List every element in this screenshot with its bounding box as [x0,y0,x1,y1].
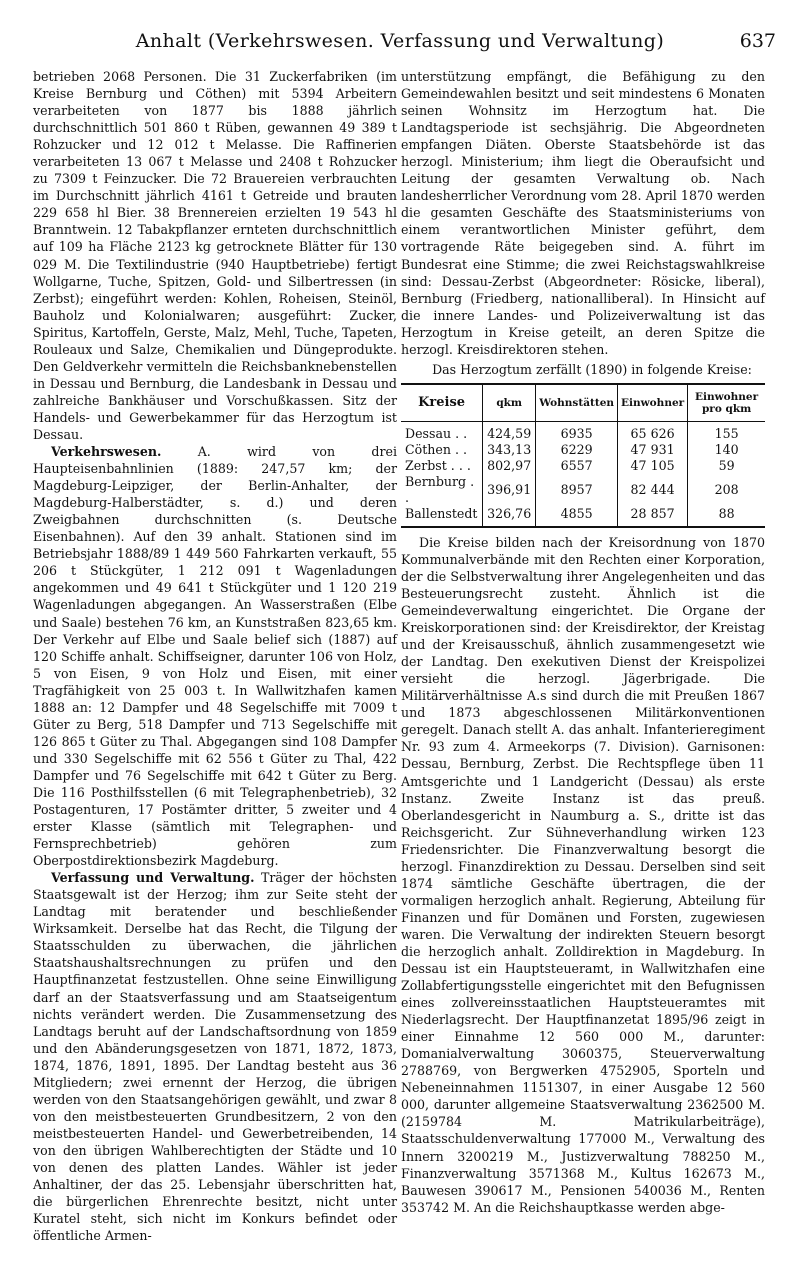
paragraph-verfassung-text: Träger der höchsten Staatsgewalt ist der Herzog; ihm zur Seite steht der Landtag mit beratender und beschließender Wirksamkeit. Derselbe hat das Recht, die Tilgung der Staatsschulden zu überwachen, die jährlichen Staatshaushaltsrechnungen zu prüfen und den Hauptfinanzetat festzustellen. Ohne seine Einwilligung darf an der Staatsverfassung und am Staatseigentum nichts verändert werden. Die Zusammensetzung des Landtags beruht auf der Landschaftsordnung von 1859 und den Abänderungsgesetzen von 1871, 1872, 1873, 1874, 1876, 1891, 1895. Der Landtag besteht aus 36 Mitgliedern; zwei ernennt der Herzog, die übrigen werden von den Staatsangehörigen gewählt, und zwar 8 von den meistbesteuerten Grundbesitzern, 2 von den meistbesteuerten Handel- und Gewerbetreibenden, 14 von den übrigen Wahlberechtigten der Städte und 10 von denen des platten Landes. Wähler ist jeder Anhaltiner, der das 25. Lebensjahr überschritten hat, die bürgerlichen Ehrenrechte besitzt, nicht unter Kuratel steht, sich nicht im Konkurs befindet oder öffentliche Armen- [33,870,397,1244]
cell-qkm: 343,13 [483,442,536,458]
cell-wohnstaetten: 6557 [536,458,618,474]
section-title-verfassung: Verfassung und Verwaltung. [51,870,255,886]
cell-qkm: 802,97 [483,458,536,474]
table-row [401,474,765,506]
cell-kreis: Bernburg . . [405,473,475,505]
paragraph-industry: betrieben 2068 Personen. Die 31 Zuckerfabriken (im Kreise Bernburg und Cöthen) mit 5394 Arbeitern verarbeiteten von 1877 bis 1888 jährlich durchschnittlich 501 860 t Rüben, gewannen 49 389 t Rohzucker und 12 012 t Melasse. Die Raffinerien verarbeiteten 13 067 t Melasse und 2408 t Rohzucker zu 7309 t Feinzucker. Die 72 Brauereien verbrauchten im Durchschnitt jährlich 4161 t Getreide und brauten 229 658 hl Bier. 38 Brennereien erzielten 19 543 hl Branntwein. 12 Tabakpflanzer ernteten durchschnittlich auf 109 ha Fläche 2123 kg getrocknete Blätter für 130 029 M. Die Textilindustrie (940 Hauptbetriebe) fertigt Wollgarne, Tuche, Spitzen, Gold- und Silbertressen (in Zerbst); eingeführt werden: Kohlen, Roheisen, Steinöl, Bauholz und Kolonialwaren; ausgeführt: Zucker, Spiritus, Kartoffeln, Gerste, Malz, Mehl, Tuche, Tapeten, Rouleaux und Salze, Chemikalien und Düngeprodukte. Den Geldverkehr vermitteln die Reichsbanknebenstellen in Dessau und Bernburg, die Landesbank in Dessau und zahlreiche Bankhäuser und Vorschußkassen. Sitz der Handels- und Gewerbekammer für das Herzogtum ist Dessau. [33,69,397,442]
cell-wohnstaetten: 6229 [536,442,618,458]
cell-qkm: 396,91 [483,474,536,506]
paragraph-landtag: unterstützung empfängt, die Befähigung zu den Gemeindewahlen besitzt und seit mindestens 6 Monaten seinen Wohnsitz im Herzogtum hat. Die Landtagsperiode ist sechsjährig. Die Abgeordneten empfangen Diäten. Oberste Staatsbehörde ist das herzogl. Ministerium; ihm liegt die Oberaufsicht und Leitung der gesamten Verwaltung ob. Nach landesherrlicher Verordnung vom 28. April 1870 werden die gesamten Geschäfte des Staatsministeriums von einem verantwortlichen Minister geführt, dem vortragende Räte beigegeben sind. A. führt im Bundesrat eine Stimme; die zwei Reichstagswahlkreise sind: Dessau-Zerbst (Abgeordneter: Rösicke, liberal), Bernburg (Friedberg, nationalliberal). In Hinsicht auf die innere Landes- und Polizeiverwaltung ist das Herzogtum in Kreise geteilt, an deren Spitze die herzogl. Kreisdirektoren stehen. [401,69,765,357]
cell-einwohner: 47 105 [618,458,688,474]
cell-wohnstaetten: 8957 [536,474,618,506]
running-head: Anhalt (Verkehrswesen. Verfassung und Verwaltung) [135,30,665,52]
header-einwohner: Einwohner [618,384,688,422]
cell-einwohner: 82 444 [618,474,688,506]
cell-wohnstaetten: 6935 [536,421,618,442]
cell-dichte: 155 [688,421,765,442]
cell-kreis: Ballenstedt [401,506,483,527]
cell-kreis: Dessau . . [405,425,468,441]
cell-dichte: 88 [688,506,765,527]
cell-dichte: 59 [688,458,765,474]
header-kreise: Kreise [401,384,483,422]
page-number: 637 [739,30,776,52]
paragraph-verfassung [33,869,397,1244]
cell-qkm: 424,59 [483,421,536,442]
left-column [33,68,397,1244]
cell-qkm: 326,76 [483,506,536,527]
paragraph-kreise-verwaltung: Die Kreise bilden nach der Kreisordnung von 1870 Kommunalverbände mit den Rechten einer Korporation, der die Selbstverwaltung ihrer Angelegenheiten und das Besteuerungsrecht zusteht. Ähnlich ist die Gemeindeverwaltung eingerichtet. Die Organe der Kreiskorporationen sind: der Kreisdirektor, der Kreistag und der Kreisausschuß, ähnlich zusammengesetzt wie der Landtag. Den exekutiven Dienst der Kreispolizei versieht die herzogl. Jägerbrigade. Die Militärverhältnisse A.s sind durch die mit Preußen 1867 und 1873 abgeschlossenen Militärkonventionen geregelt. Danach stellt A. das anhalt. Infanterieregiment Nr. 93 zum 4. Armeekorps (7. Division). Garnisonen: Dessau, Bernburg, Zerbst. Die Rechtspflege üben 11 Amtsgerichte und 1 Landgericht (Dessau) als erste Instanz. Zweite Instanz ist das preuß. Oberlandesgericht in Naumburg a. S., dritte ist das Reichsgericht. Zur Sühneverhandlung wirken 123 Friedensrichter. Die Finanzverwaltung besorgt die herzogl. Finanzdirektion zu Dessau. Derselben sind seit 1874 sämtliche Geschäfte übertragen, die der vormaligen herzoglich anhalt. Regierung, Abteilung für Finanzen und für Domänen und Forsten, zugewiesen waren. Die Verwaltung der indirekten Steuern besorgt die herzoglich anhalt. Zolldirektion in Magdeburg. In Dessau ist ein Hauptsteueramt, in Wallwitzhafen eine Zollabfertigungsstelle eingerichtet mit den Befugnissen eines zollvereinsstaatlichen Hauptsteueramtes mit Niederlagsrecht. Der Hauptfinanzetat 1895/96 zeigt in einer Einnahme 12 560 000 M., darunter: Domanialverwaltung 3060375, Steuerverwaltung 2788769, von Bergwerken 4752905, Sporteln und Nebeneinnahmen 1151307, in einer Ausgabe 12 560 000, darunter allgemeine Staatsverwaltung 2362500 M. (2159784 M. Matrikularbeiträge), Staatsschuldenverwaltung 177000 M., Verwaltung des Innern 3200219 M., Justizverwaltung 788250 M., Finanzverwaltung 3571368 M., Kultus 162673 M., Bauwesen 390617 M., Pensionen 540036 M., Renten 353742 M. An die Reichshauptkasse werden abge- [401,534,765,1215]
right-column [401,68,765,1216]
cell-einwohner: 28 857 [618,506,688,527]
page-header [22,6,778,58]
kreise-table [401,383,765,528]
table-row [401,506,765,527]
header-wohnstaetten: Wohnstätten [536,384,618,422]
table-row [401,442,765,458]
cell-kreis: Cöthen . . [405,441,467,457]
cell-kreis: Zerbst . . . [405,457,471,473]
cell-einwohner: 65 626 [618,421,688,442]
cell-wohnstaetten: 4855 [536,506,618,527]
table-header-row [401,384,765,422]
table-row [401,458,765,474]
paragraph-verkehrswesen-text: A. wird von drei Haupteisenbahnlinien (1889: 247,57 km; der Magdeburg-Leipziger, der Berlin-Anhalter, der Magdeburg-Halberstädter, s. d.) und deren Zweigbahnen durchschnitten (s. Deutsche Eisenbahnen). Auf den 39 anhalt. Stationen sind im Betriebsjahr 1888/89 1 449 560 Fahrkarten verkauft, 55 206 t Stückgüter, 1 212 091 t Wagenladungen angekommen und 49 641 t Stückgüter und 1 120 219 Wagenladungen abgegangen. An Wasserstraßen (Elbe und Saale) bestehen 76 km, an Kunststraßen 823,65 km. Der Verkehr auf Elbe und Saale belief sich (1887) auf 120 Schiffe anhalt. Schiffseigner, darunter 106 von Holz, 5 von Eisen, 9 von Holz und Eisen, mit einer Tragfähigkeit von 25 003 t. In Wallwitzhafen kamen 1888 an: 12 Dampfer und 48 Segelschiffe mit 7009 t Güter zu Berg, 518 Dampfer und 713 Segelschiffe mit 126 865 t Güter zu Thal. Abgegangen sind 108 Dampfer und 330 Segelschiffe mit 62 556 t Güter zu Thal, 422 Dampfer und 76 Segelschiffe mit 642 t Güter zu Berg. Die 116 Posthilfsstellen (6 mit Telegraphenbetrieb), 32 Postagenturen, 17 Postämter dritter, 5 zweiter und 4 erster Klasse (sämtlich mit Telegraphen- und Fernsprechbetrieb) gehören zum Oberpostdirektionsbezirk Magdeburg. [33,444,398,869]
cell-dichte: 208 [688,474,765,506]
section-title-verkehrswesen: Verkehrswesen. [51,444,162,460]
header-qkm: qkm [483,384,536,422]
table-row [401,421,765,442]
cell-einwohner: 47 931 [618,442,688,458]
table-intro: Das Herzogtum zerfällt (1890) in folgende Kreise: [432,361,752,377]
header-einwohner-pro-qkm: Einwohner pro qkm [688,384,765,422]
paragraph-verkehrswesen [33,443,397,869]
cell-dichte: 140 [688,442,765,458]
